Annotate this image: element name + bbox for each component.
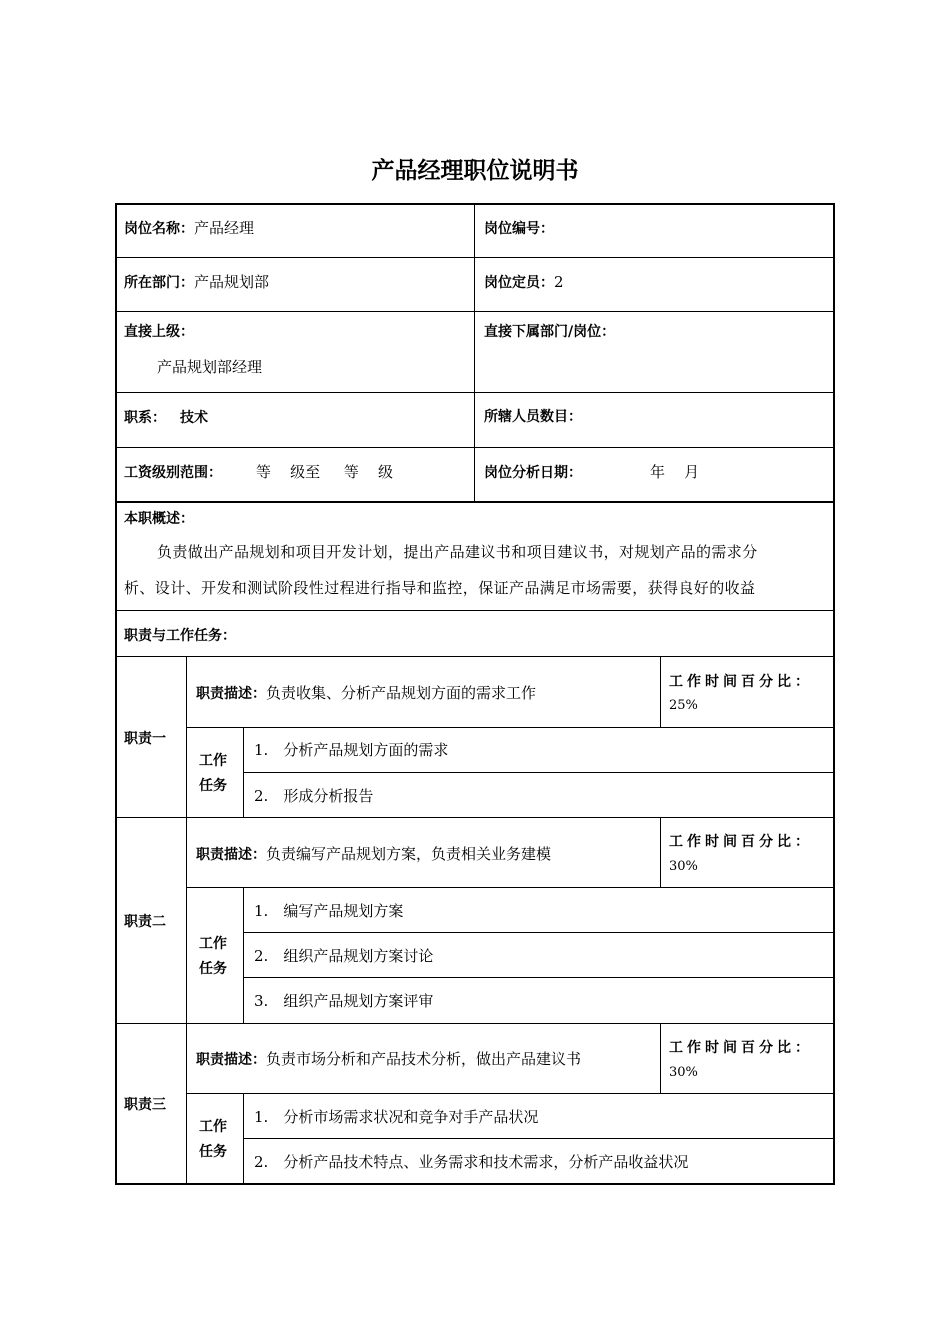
time-percent-label: 工作时间百分比： <box>669 1040 813 1056</box>
task-item <box>254 1152 688 1172</box>
salary-field <box>124 462 393 483</box>
summary-label: 本职概述： <box>124 511 194 527</box>
divider <box>115 817 835 818</box>
divider <box>186 887 835 888</box>
task-text: 组织产品规划方案评审 <box>283 992 434 1010</box>
department-value: 产品规划部 <box>194 273 270 291</box>
task-number: 2. <box>254 1153 269 1171</box>
duty-name: 职责二 <box>124 914 166 930</box>
time-percent-value: 30% <box>669 859 698 874</box>
job-code-label: 岗位编号： <box>484 221 554 237</box>
duties-header: 职责与工作任务： <box>124 628 236 644</box>
duty-name: 职责一 <box>124 731 166 747</box>
divider <box>660 817 661 887</box>
duty-description-label: 职责描述： <box>196 1052 266 1068</box>
divider <box>243 932 835 933</box>
task-item <box>254 786 373 806</box>
tasks-label-line1: 工作 <box>199 1119 227 1135</box>
page-title: 产品经理职位说明书 <box>371 158 579 184</box>
analysis-date-label: 岗位分析日期： <box>484 465 582 481</box>
duty-description <box>196 1049 581 1070</box>
headcount-label: 岗位定员： <box>484 275 554 291</box>
divider <box>243 772 835 773</box>
tasks-label-line2: 任务 <box>199 1144 227 1160</box>
duty-description-label: 职责描述： <box>196 686 266 702</box>
duty-name: 职责三 <box>124 1097 166 1113</box>
divider <box>186 1093 835 1094</box>
duty-description <box>196 683 536 704</box>
duty-description-text: 负责市场分析和产品技术分析，做出产品建议书 <box>266 1050 582 1068</box>
tasks-label-line2: 任务 <box>199 778 227 794</box>
task-text: 编写产品规划方案 <box>283 902 404 920</box>
divider <box>186 656 187 1185</box>
divider <box>186 727 835 728</box>
task-number: 1. <box>254 1108 269 1126</box>
job-name-value: 产品经理 <box>194 219 255 237</box>
time-percent-value: 30% <box>669 1065 698 1080</box>
divider <box>115 656 835 657</box>
task-item <box>254 901 403 921</box>
divider <box>243 1093 244 1185</box>
headcount-field <box>484 272 564 293</box>
duty-description-text: 负责收集、分析产品规划方面的需求工作 <box>266 684 537 702</box>
divider <box>115 610 835 611</box>
task-number: 2. <box>254 787 269 805</box>
divider <box>660 656 661 727</box>
divider <box>243 1138 835 1139</box>
duty-description-text: 负责编写产品规划方案，负责相关业务建模 <box>266 845 552 863</box>
time-percent-label: 工作时间百分比： <box>669 674 813 690</box>
divider <box>115 257 835 258</box>
analysis-date-value: 年 月 <box>650 463 700 481</box>
department-field <box>124 272 269 293</box>
staff-count-label: 所辖人员数目： <box>484 409 582 425</box>
task-text: 分析产品规划方面的需求 <box>283 741 449 759</box>
job-name-field <box>124 218 254 239</box>
task-number: 1. <box>254 741 269 759</box>
task-number: 1. <box>254 902 269 920</box>
salary-label: 工资级别范围： <box>124 465 222 481</box>
duty-description-label: 职责描述： <box>196 847 266 863</box>
divider <box>115 311 835 312</box>
task-item <box>254 991 433 1011</box>
department-label: 所在部门： <box>124 275 194 291</box>
superior-value: 产品规划部经理 <box>157 358 263 376</box>
series-label: 职系： <box>124 410 166 426</box>
task-number: 3. <box>254 992 269 1010</box>
divider <box>243 977 835 978</box>
task-item <box>254 740 448 760</box>
task-text: 分析市场需求状况和竞争对手产品状况 <box>283 1108 539 1126</box>
task-text: 分析产品技术特点、业务需求和技术需求，分析产品收益状况 <box>283 1153 689 1171</box>
tasks-label-line1: 工作 <box>199 936 227 952</box>
job-code-field <box>484 218 554 239</box>
divider <box>115 501 835 503</box>
divider <box>115 392 835 393</box>
duty-description <box>196 844 551 865</box>
tasks-label-line1: 工作 <box>199 753 227 769</box>
divider <box>474 203 475 502</box>
superior-label: 直接上级： <box>124 324 194 340</box>
task-item <box>254 1107 538 1127</box>
summary-line-2: 析、设计、开发和测试阶段性过程进行指导和监控，保证产品满足市场需要，获得良好的收益 <box>124 579 756 597</box>
divider <box>660 1023 661 1093</box>
divider <box>115 1023 835 1024</box>
job-name-label: 岗位名称： <box>124 221 194 237</box>
task-text: 形成分析报告 <box>283 787 374 805</box>
task-number: 2. <box>254 947 269 965</box>
tasks-label-line2: 任务 <box>199 961 227 977</box>
divider <box>115 447 835 448</box>
summary-line-1: 负责做出产品规划和项目开发计划，提出产品建议书和项目建议书，对规划产品的需求分 <box>157 543 758 561</box>
task-item <box>254 946 433 966</box>
series-field <box>124 407 208 428</box>
divider <box>243 887 244 1023</box>
time-percent-label: 工作时间百分比： <box>669 834 813 850</box>
series-value: 技术 <box>180 410 208 426</box>
task-text: 组织产品规划方案讨论 <box>283 947 434 965</box>
salary-value: 等 级至 等 级 <box>256 463 393 481</box>
subordinate-label: 直接下属部门/岗位： <box>484 324 616 340</box>
analysis-date-field <box>484 462 699 483</box>
headcount-value: 2 <box>554 273 564 291</box>
time-percent-value: 25% <box>669 698 698 713</box>
